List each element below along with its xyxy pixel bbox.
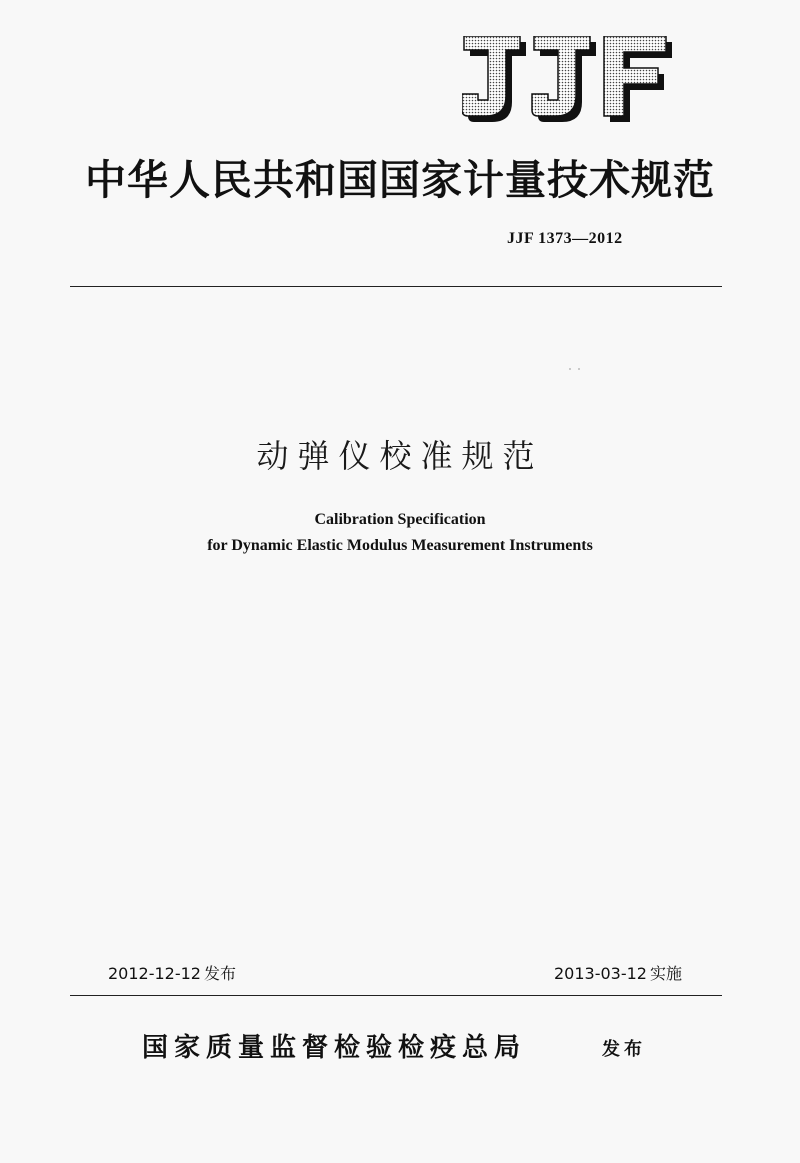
issuer-name: 国家质量监督检验检疫总局 — [142, 1033, 527, 1063]
organization-title: 中华人民共和国国家计量技术规范 — [85, 156, 715, 204]
implement-date-block — [554, 963, 682, 985]
document-title-en-line1: Calibration Specification — [314, 511, 486, 528]
top-divider — [70, 286, 722, 287]
issue-label: 发布 — [203, 964, 236, 983]
document-title-en-line2: for Dynamic Elastic Modulus Measurement Instruments — [207, 537, 593, 554]
bottom-divider — [70, 995, 722, 996]
standard-code: JJF 1373—2012 — [507, 230, 623, 247]
scan-speck — [578, 368, 580, 370]
document-title-cn: 动弹仪校准规范 — [256, 437, 544, 475]
scan-speck — [569, 368, 571, 370]
issuer-action: 发布 — [602, 1039, 646, 1060]
implement-date: 2013-03-12 — [554, 964, 647, 983]
issue-date-block — [108, 963, 236, 985]
implement-label: 实施 — [649, 964, 682, 983]
jjf-logo — [462, 36, 674, 124]
issue-date: 2012-12-12 — [108, 964, 201, 983]
